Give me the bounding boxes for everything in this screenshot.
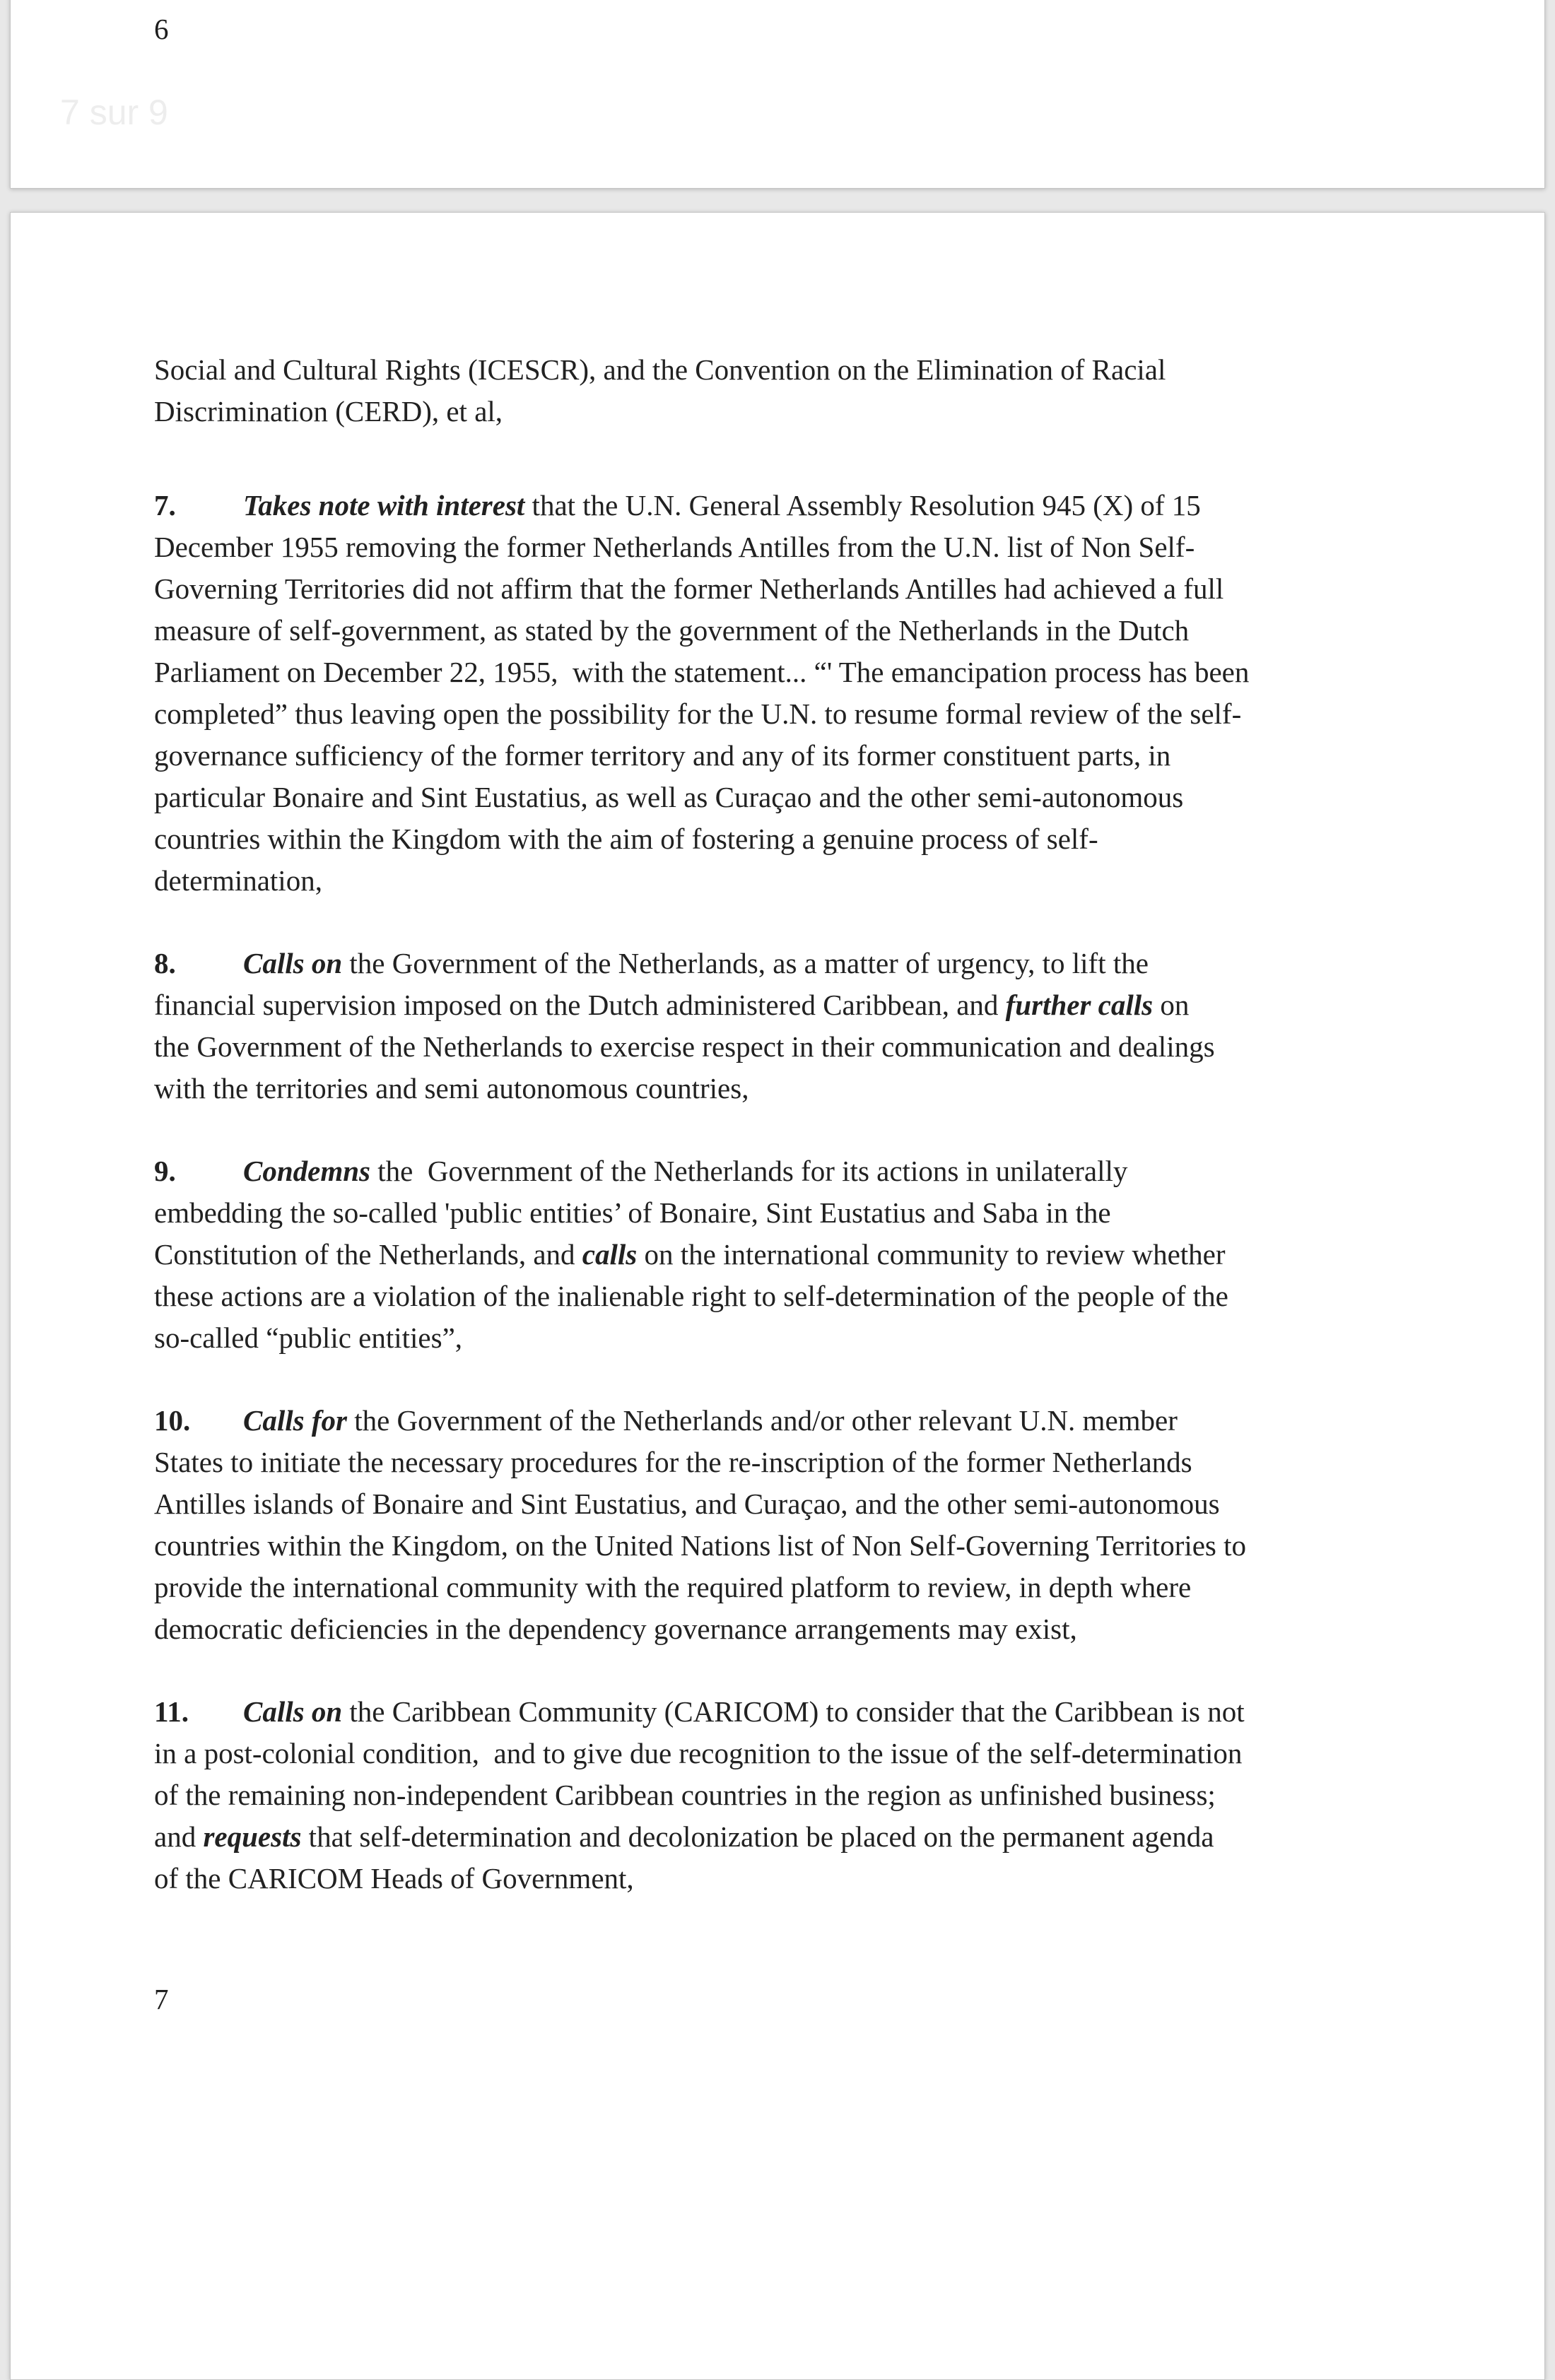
body-text: democratic deficiencies in the dependency governance arrangements may exist, (154, 1613, 1077, 1645)
body-text: on the international community to review whether (637, 1238, 1226, 1271)
paragraph-line (154, 860, 1502, 902)
paragraph-line (154, 1234, 1502, 1276)
body-text: the Government of the Netherlands, as a matter of urgency, to lift the (342, 947, 1149, 979)
body-text: countries within the Kingdom with the aim of fostering a genuine process of self- (154, 823, 1098, 855)
numbered-paragraph (154, 1691, 1502, 1899)
body-text: and (154, 1820, 204, 1853)
paragraph-line (154, 777, 1502, 818)
body-text: on (1153, 989, 1190, 1021)
paragraph-line (154, 1317, 1502, 1359)
paragraph-line (154, 943, 1502, 984)
body-text: with the territories and semi autonomous countries, (154, 1072, 749, 1104)
paragraph-line (154, 1483, 1502, 1525)
paragraph-line (154, 652, 1502, 693)
body-text: determination, (154, 864, 322, 897)
body-text: States to initiate the necessary procedures for the re-inscription of the former Netherlands (154, 1446, 1192, 1478)
paragraph-line (154, 693, 1502, 735)
paragraph-line (154, 1276, 1502, 1317)
paragraph-line (154, 1608, 1502, 1650)
emphasized-phrase: Condemns (243, 1155, 370, 1187)
body-text: Discrimination (CERD), et al, (154, 395, 503, 428)
numbered-paragraph (154, 485, 1502, 902)
paragraph-line (154, 1691, 1502, 1733)
body-text: the Caribbean Community (CARICOM) to consider that the Caribbean is not (342, 1695, 1245, 1728)
body-text: provide the international community with the required platform to review, in depth where (154, 1571, 1192, 1603)
paragraph-line (154, 1525, 1502, 1567)
numbered-paragraph (154, 1150, 1502, 1359)
intro-paragraph (154, 349, 1502, 432)
numbered-paragraph (154, 1400, 1502, 1650)
paragraph-line (154, 1068, 1502, 1109)
emphasized-phrase: Calls on (243, 947, 343, 979)
document-text (11, 213, 1544, 2020)
paragraph-line (154, 1150, 1502, 1192)
page-number-footer-current: 7 (154, 1983, 169, 2015)
body-text: these actions are a violation of the inalienable right to self-determination of the people of the (154, 1280, 1228, 1312)
paragraph-line (154, 610, 1502, 652)
emphasized-phrase: further calls (1005, 989, 1154, 1021)
paragraph-line (154, 1192, 1502, 1234)
body-text: measure of self-government, as stated by the government of the Netherlands in the Dutch (154, 614, 1190, 647)
paragraph-line (154, 984, 1502, 1026)
body-text: the Government of the Netherlands and/or other relevant U.N. member (346, 1404, 1178, 1437)
emphasized-phrase: Calls on (243, 1695, 343, 1728)
paragraph-number: 9. (154, 1155, 176, 1187)
paragraph-number: 10. (154, 1404, 191, 1437)
body-text: that self-determination and decolonization be placed on the permanent agenda (301, 1820, 1214, 1853)
body-text: Parliament on December 22, 1955, with the statement... “' The emancipation process has been (154, 656, 1250, 688)
paragraph-line (154, 735, 1502, 777)
page-indicator-overlay: 7 sur 9 (60, 93, 168, 132)
body-text: particular Bonaire and Sint Eustatius, as well as Curaçao and the other semi-autonomous (154, 781, 1184, 813)
body-text: completed” thus leaving open the possibility for the U.N. to resume formal review of the self- (154, 697, 1242, 730)
body-text: that the U.N. General Assembly Resolution 945 (X) of 15 (524, 489, 1201, 522)
paragraph-line (154, 526, 1502, 568)
emphasized-phrase: calls (582, 1238, 638, 1271)
numbered-paragraph (154, 943, 1502, 1109)
paragraph-line (154, 1733, 1502, 1774)
paragraph-line (154, 568, 1502, 610)
page-number-footer-previous: 6 (154, 13, 169, 45)
paragraph-line (154, 818, 1502, 860)
paragraph-line (154, 1567, 1502, 1608)
pdf-page-current (10, 212, 1545, 2380)
paragraph-line (154, 391, 1502, 432)
paragraph-line (154, 349, 1502, 391)
body-text: Social and Cultural Rights (ICESCR), and the Convention on the Elimination of Racial (154, 353, 1166, 386)
paragraph-line (154, 1442, 1502, 1483)
body-text: December 1955 removing the former Netherlands Antilles from the U.N. list of Non Self- (154, 531, 1195, 563)
emphasized-phrase: requests (203, 1820, 302, 1853)
paragraph-line (154, 1858, 1502, 1899)
emphasized-phrase: Takes note with interest (243, 489, 525, 522)
body-text: so-called “public entities”, (154, 1321, 463, 1354)
body-text: embedding the so-called 'public entities’ of Bonaire, Sint Eustatius and Saba in the (154, 1196, 1111, 1229)
paragraph-number: 7. (154, 489, 176, 522)
paragraph-line (154, 1774, 1502, 1816)
paragraph-line (154, 1816, 1502, 1858)
body-text: Antilles islands of Bonaire and Sint Eustatius, and Curaçao, and the other semi-autonomous (154, 1488, 1220, 1520)
paragraph-number: 11. (154, 1695, 189, 1728)
paragraph-line (154, 1026, 1502, 1068)
body-text: Governing Territories did not affirm that the former Netherlands Antilles had achieved a full (154, 572, 1224, 605)
body-text: financial supervision imposed on the Dutch administered Caribbean, and (154, 989, 1006, 1021)
body-text: of the CARICOM Heads of Government, (154, 1862, 634, 1895)
emphasized-phrase: Calls for (243, 1404, 347, 1437)
paragraph-line (154, 1400, 1502, 1442)
paragraph-number: 8. (154, 947, 176, 979)
body-text: governance sufficiency of the former territory and any of its former constituent parts, in (154, 739, 1171, 772)
paragraph-line (154, 485, 1502, 526)
pdf-page-previous (10, 0, 1545, 189)
body-text: the Government of the Netherlands for its actions in unilaterally (370, 1155, 1128, 1187)
body-text: the Government of the Netherlands to exercise respect in their communication and dealings (154, 1030, 1215, 1063)
body-text: Constitution of the Netherlands, and (154, 1238, 582, 1271)
body-text: of the remaining non-independent Caribbean countries in the region as unfinished business; (154, 1779, 1216, 1811)
body-text: in a post-colonial condition, and to give due recognition to the issue of the self-determination (154, 1737, 1243, 1769)
body-text: countries within the Kingdom, on the United Nations list of Non Self-Governing Territories to (154, 1529, 1247, 1562)
